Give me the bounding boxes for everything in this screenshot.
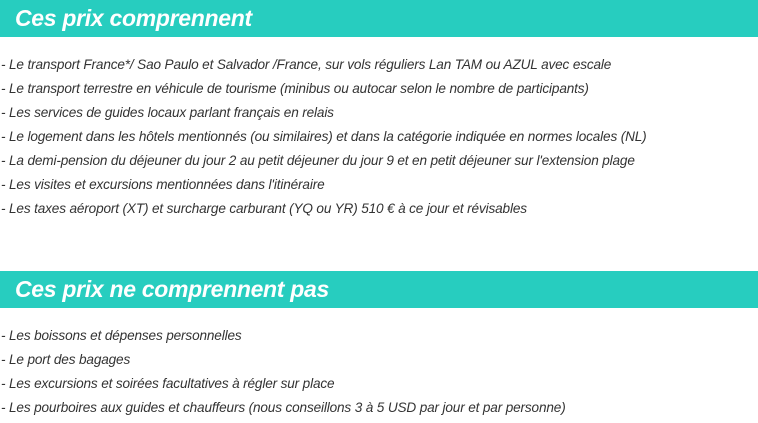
list-item: - Le transport France*/ Sao Paulo et Salvador /France, sur vols réguliers Lan TAM ou AZUL avec escale: [1, 57, 612, 72]
list-item: - La demi-pension du déjeuner du jour 2 au petit déjeuner du jour 9 et en petit déjeuner sur l'extension plage: [1, 153, 635, 168]
included-section-title: Ces prix comprennent: [15, 5, 252, 31]
included-section-header: [0, 0, 758, 37]
list-item: - Le transport terrestre en véhicule de tourisme (minibus ou autocar selon le nombre de participants): [1, 81, 589, 96]
excluded-items-list: [1, 327, 566, 423]
list-item: - Les visites et excursions mentionnées dans l'itinéraire: [1, 177, 325, 192]
list-item: - Les excursions et soirées facultatives à régler sur place: [1, 376, 335, 391]
excluded-section-header: [0, 271, 758, 308]
list-item: - Les pourboires aux guides et chauffeurs (nous conseillons 3 à 5 USD par jour et par personne): [1, 400, 566, 415]
list-item: - Le port des bagages: [1, 352, 131, 367]
list-item: - Les taxes aéroport (XT) et surcharge carburant (YQ ou YR) 510 € à ce jour et révisables: [1, 201, 527, 216]
list-item: - Les boissons et dépenses personnelles: [1, 328, 242, 343]
included-items-list: [1, 56, 647, 224]
list-item: - Les services de guides locaux parlant français en relais: [1, 105, 334, 120]
excluded-section-title: Ces prix ne comprennent pas: [15, 276, 329, 302]
list-item: - Le logement dans les hôtels mentionnés (ou similaires) et dans la catégorie indiquée en normes locales (NL): [1, 129, 647, 144]
